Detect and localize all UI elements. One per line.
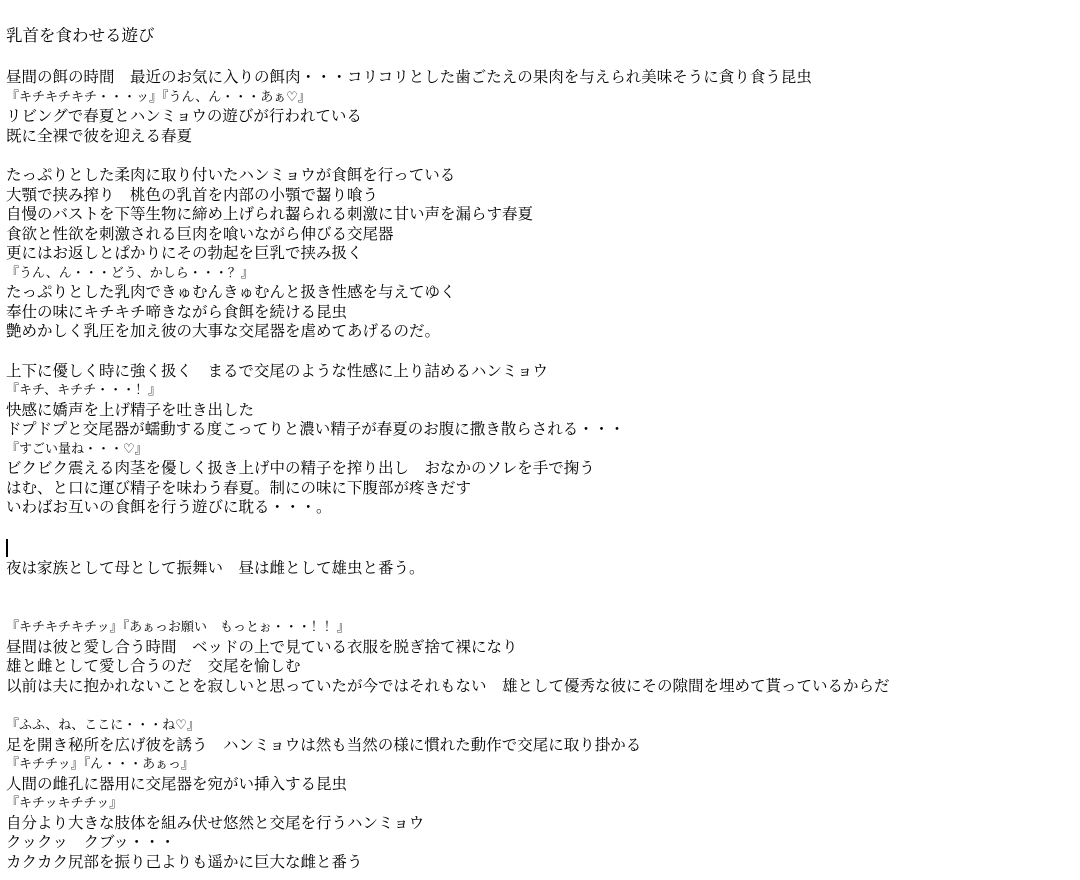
text-line: 人間の雌孔に器用に交尾器を宛がい挿入する昆虫 [6, 774, 348, 793]
section-1 [6, 68, 1072, 146]
text-line: 『キチ、キチチ・・・！』 [6, 383, 162, 398]
text-line: 以前は夫に抱かれないことを寂しいと思っていたが今ではそれもない 雄として優秀な彼にその隙間を埋めて貰っているからだ [6, 676, 890, 695]
page-title: 乳首を食わせる遊び [6, 26, 155, 45]
paragraph-gap [6, 599, 1072, 619]
paragraph-gap [6, 342, 1072, 362]
text-line: 更にはお返しとぱかりにその勃起を巨乳で挟み扱く [6, 244, 363, 262]
text-line: 自慢のバストを下等生物に締め上げられ齧られる刺激に甘い声を漏らす春夏 [6, 205, 534, 223]
text-line: 『すごい量ね・・・♡』 [6, 441, 148, 457]
text-line: 夜は家族として母として振舞い 昼は雌として雄虫と番う。 [6, 559, 425, 577]
text-line: 昼間は彼と愛し合う時間 ベッドの上で見ている衣服を脱ぎ捨て裸になり [6, 637, 518, 656]
text-line: 『キチチッ』『ん・・・あぁっ』 [6, 757, 194, 772]
text-line: 『キチッキチチッ』 [6, 796, 123, 811]
text-line: 艶めかしく乳圧を加え彼の大事な交尾器を虐めてあげるのだ。 [6, 322, 441, 340]
text-line: はむ、と口に運び精子を味わう春夏。制にの味に下腹部が疼きだす [6, 478, 472, 497]
section-6 [6, 716, 1072, 872]
paragraph-gap [6, 579, 1072, 599]
section-5 [6, 618, 1072, 696]
text-line: 『キチキチキチ・・・ッ』『うん、ん・・・あぁ♡』 [6, 89, 311, 105]
text-line: たっぷりとした乳肉できゅむんきゅむんと扱き性感を与えてゆく [6, 283, 456, 301]
section-4 [6, 559, 1072, 579]
caret-icon [6, 539, 8, 557]
text-line: リビングで春夏とハンミョウの遊びが行われている [6, 107, 362, 125]
text-line: 奉仕の味にキチキチ啼きながら食餌を続ける昆虫 [6, 302, 348, 321]
text-line: 足を開き秘所を広げ彼を誘う ハンミョウは然も当然の様に慣れた動作で交尾に取り掛かる [6, 735, 642, 754]
text-cursor[interactable] [6, 537, 1072, 559]
section-3 [6, 362, 1072, 518]
paragraph-gap [6, 696, 1072, 716]
text-line: 大顎で挟み搾り 桃色の乳首を内部の小顎で齧り喰う [6, 185, 379, 204]
text-line: 『キチキチキチッ』『あぁっお願い もっとぉ・・・！！』 [6, 620, 350, 635]
text-line: 快感に嬌声を上げ精子を吐き出した [6, 400, 255, 419]
text-line: 雄と雌として愛し合うのだ 交尾を愉しむ [6, 657, 301, 675]
text-line: いわばお互いの食餌を行う遊びに耽る・・・。 [6, 498, 332, 516]
text-line: 『うん、ん・・・どう、かしら・・・？』 [6, 265, 254, 281]
text-line: クックッ クブッ・・・ [6, 833, 176, 851]
text-line: 『ふふ、ね、ここに・・・ね♡』 [6, 718, 200, 733]
paragraph-gap [6, 518, 1072, 538]
text-line: 自分より大きな肢体を組み伏せ悠然と交尾を行うハンミョウ [6, 813, 425, 832]
text-line: 既に全裸で彼を迎える春夏 [6, 126, 193, 145]
text-line: カクカク尻部を振り己よりも遥かに巨大な雌と番う [6, 852, 363, 871]
section-2 [6, 166, 1072, 342]
text-line: たっぷりとした柔肉に取り付いたハンミョウが食餌を行っている [6, 166, 456, 184]
text-line: 上下に優しく時に強く扱く まるで交尾のような性感に上り詰めるハンミョウ [6, 361, 549, 380]
text-line: 昼間の餌の時間 最近のお気に入りの餌肉・・・コリコリとした歯ごたえの果肉を与えられ美味そうに貪り食う昆虫 [6, 68, 812, 86]
text-line: 食欲と性欲を刺激される巨肉を喰いながら伸びる交尾器 [6, 224, 394, 243]
text-line: ビクビク震える肉茎を優しく扱き上げ中の精子を搾り出し おなかのソレを手で掬う [6, 459, 595, 477]
paragraph-gap [6, 146, 1072, 166]
text-line: ドプドプと交尾器が蠕動する度こってりと濃い精子が春夏のお腹に撒き散らされる・・・ [6, 420, 625, 438]
